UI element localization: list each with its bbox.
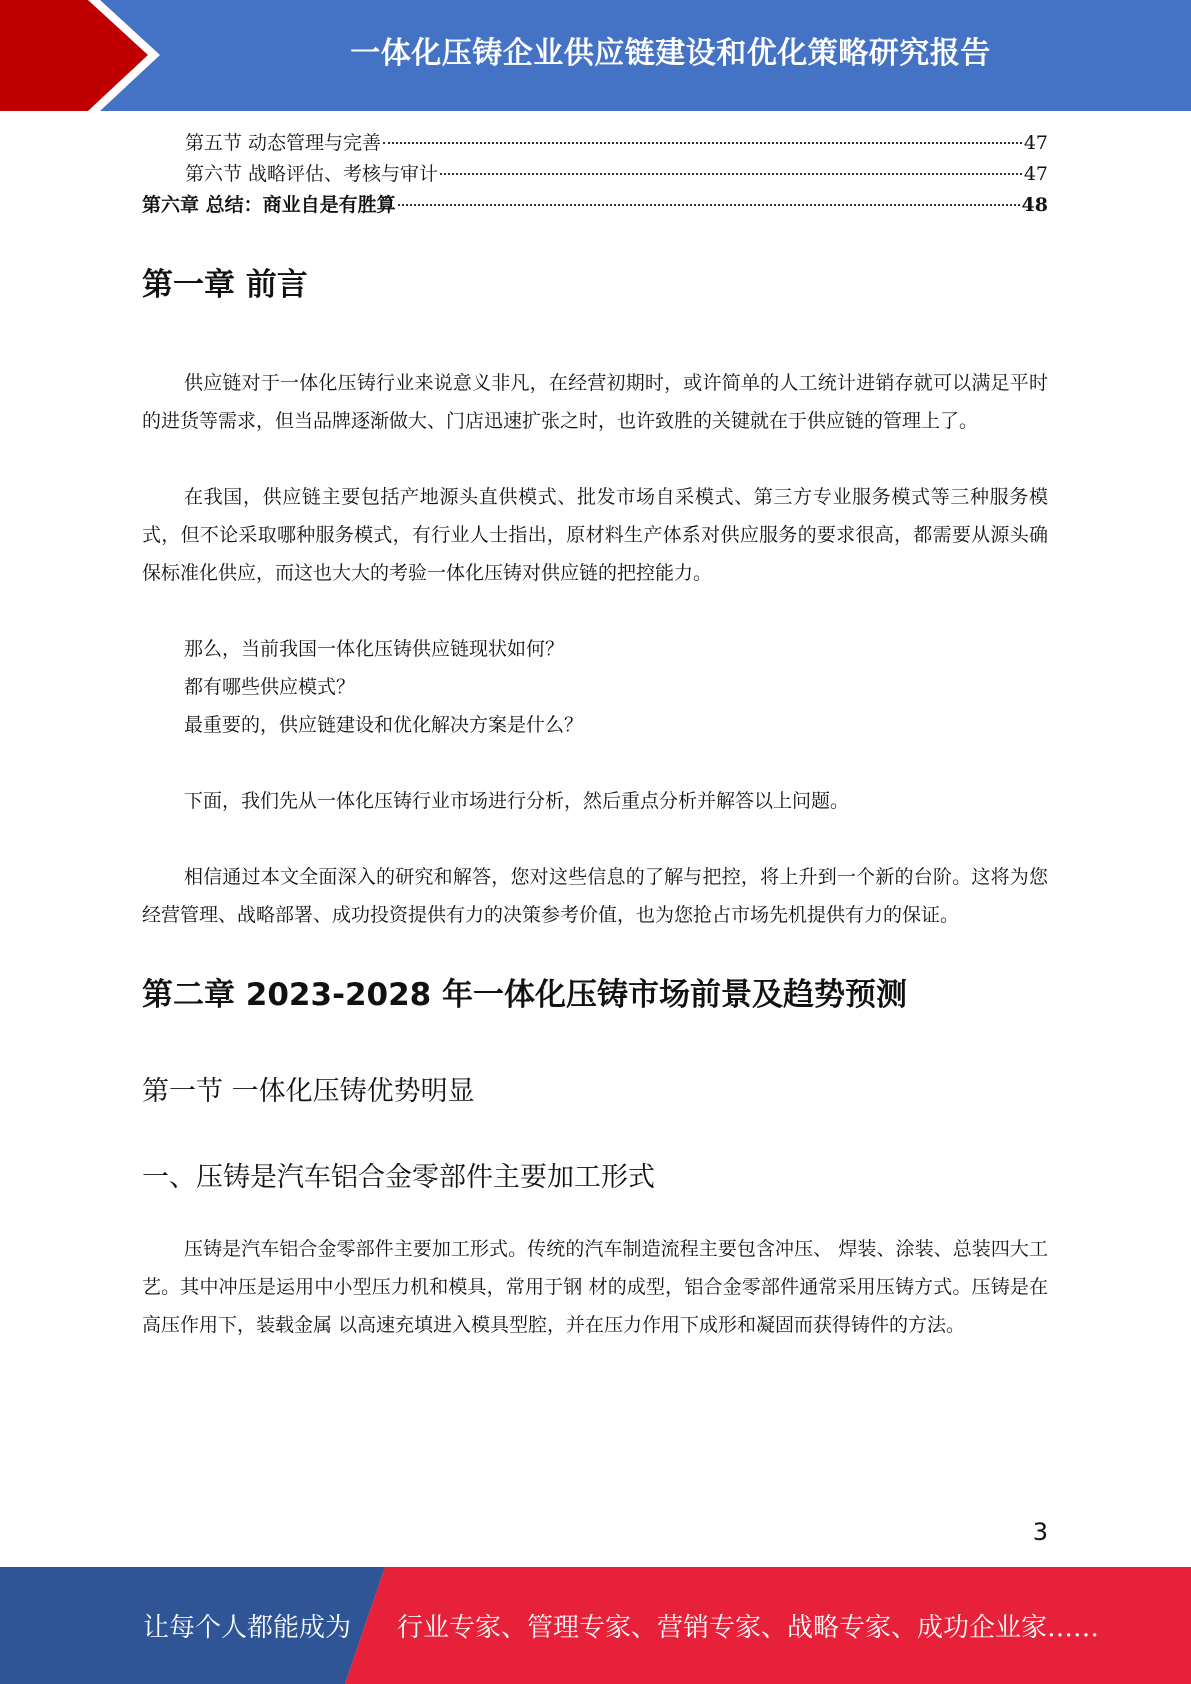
footer-slogan-right: 行业专家、管理专家、营销专家、战略专家、成功企业家……: [397, 1613, 1100, 1643]
toc-entry-page: 48: [1021, 194, 1048, 216]
question-line: 都有哪些供应模式？: [184, 676, 356, 698]
toc-entry[interactable]: [142, 128, 1048, 159]
body-paragraph: 下面，我们先从一体化压铸行业市场进行分析，然后重点分析并解答以上问题。: [184, 790, 850, 812]
document-body: [142, 258, 1048, 1344]
toc-entry-title: 第六章 总结：商业自是有胜算: [142, 194, 396, 216]
chapter-heading: 第一章 前言: [142, 267, 308, 303]
toc-leader-dots: [440, 173, 1022, 175]
body-paragraph: 在我国，供应链主要包括产地源头直供模式、批发市场自采模式、第三方专业服务模式等三种服务模式，但不论采取哪种服务模式，有行业人士指出，原材料生产体系对供应服务的要求很高，都需要从源头确保标准化供应，而这也大大的考验一体化压铸对供应链的把控能力。: [142, 486, 1048, 584]
toc-entry-page: 47: [1023, 163, 1048, 185]
toc-entry-title: 第六节 战略评估、考核与审计: [185, 163, 439, 185]
body-paragraph: 供应链对于一体化压铸行业来说意义非凡，在经营初期时，或许简单的人工统计进销存就可以满足平时的进货等需求，但当品牌逐渐做大、门店迅速扩张之时，也许致胜的关键就在于供应链的管理上了。: [142, 372, 1048, 432]
toc-entry-title: 第五节 动态管理与完善: [185, 132, 382, 154]
body-paragraph: 压铸是汽车铝合金零部件主要加工形式。传统的汽车制造流程主要包含冲压、 焊装、涂装、总装四大工艺。其中冲压是运用中小型压力机和模具，常用于钢 材的成型，铝合金零部件通常采用压铸方式。压铸是在高压作用下，装载金属 以高速充填进入模具型腔，并在压力作用下成形和凝固而获得铸件的方法。: [142, 1238, 1048, 1336]
chapter-heading: 第二章 2023-2028 年一体化压铸市场前景及趋势预测: [142, 977, 908, 1013]
header-banner: [0, 0, 1191, 111]
section-heading: 第一节 一体化压铸优势明显: [142, 1076, 475, 1107]
footer-slogan-left: 让每个人都能成为: [143, 1613, 352, 1643]
page-number: 3: [1032, 1518, 1048, 1546]
table-of-contents: [142, 128, 1048, 221]
footer-banner: [0, 1567, 1191, 1684]
body-paragraph: 相信通过本文全面深入的研究和解答，您对这些信息的了解与把控，将上升到一个新的台阶。这将为您经营管理、战略部署、成功投资提供有力的决策参考价值，也为您抢占市场先机提供有力的保证。: [142, 866, 1048, 926]
toc-leader-dots: [398, 204, 1020, 206]
toc-leader-dots: [383, 142, 1022, 144]
toc-entry[interactable]: [142, 159, 1048, 190]
subsection-heading: 一、压铸是汽车铝合金零部件主要加工形式: [142, 1162, 655, 1193]
toc-entry-page: 47: [1023, 132, 1048, 154]
question-line: 最重要的，供应链建设和优化解决方案是什么？: [184, 714, 584, 736]
toc-entry[interactable]: [142, 190, 1048, 221]
report-title: 一体化压铸企业供应链建设和优化策略研究报告: [350, 36, 991, 71]
question-line: 那么，当前我国一体化压铸供应链现状如何？: [184, 638, 565, 660]
